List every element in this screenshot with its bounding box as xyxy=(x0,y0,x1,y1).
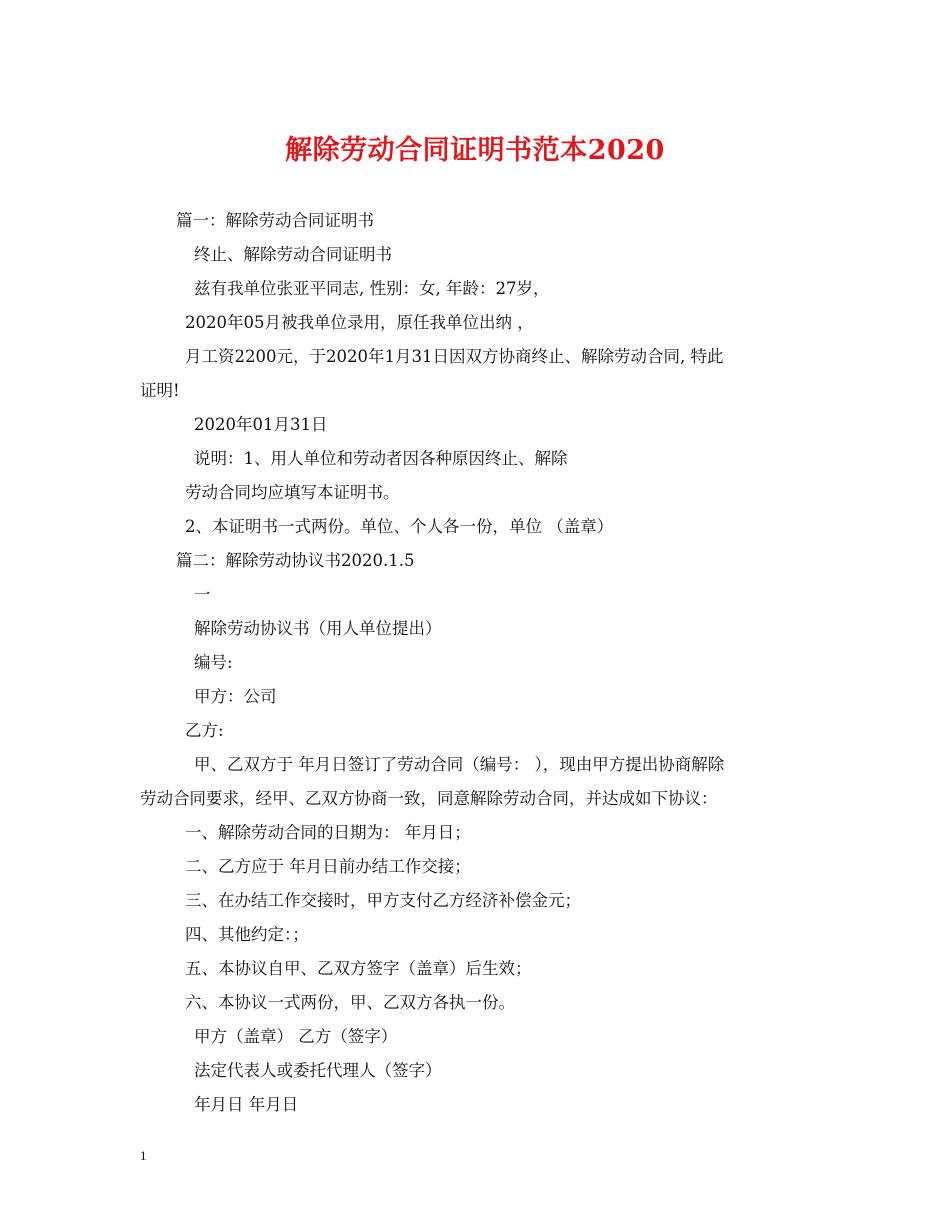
paragraph-line: 月工资2200元，于2020年1月31日因双方协商终止、解除劳动合同, 特此 xyxy=(185,347,724,366)
party-b-line: 乙方: xyxy=(185,721,224,740)
number-field-label: 编号: xyxy=(194,653,233,672)
signature-date-line: 年月日 年月日 xyxy=(194,1095,299,1114)
clause-line: 四、其他约定：； xyxy=(185,925,309,944)
clause-line: 五、本协议自甲、乙双方签字（盖章）后生效； xyxy=(185,959,532,978)
clause-line: 二、乙方应于 年月日前办结工作交接； xyxy=(185,857,471,876)
date-line: 2020年01月31日 xyxy=(194,415,328,434)
note-line: 说明：1、用人单位和劳动者因各种原因终止、解除 xyxy=(194,449,568,468)
paragraph-line: 2020年05月被我单位录用，原任我单位出纳 ， xyxy=(185,313,534,332)
signature-line: 甲方（盖章） 乙方（签字） xyxy=(194,1027,398,1046)
party-a-line: 甲方：公司 xyxy=(194,687,277,706)
note-line: 劳动合同均应填写本证明书。 xyxy=(185,483,400,502)
signature-line: 法定代表人或委托代理人（签字） xyxy=(194,1061,442,1080)
paragraph-line: 兹有我单位张亚平同志, 性别：女, 年龄：27岁， xyxy=(194,279,550,298)
paragraph-line: 劳动合同要求，经甲、乙双方协商一致，同意解除劳动合同，并达成如下协议： xyxy=(140,789,718,808)
document-title: 解除劳动合同证明书范本2020 xyxy=(285,135,665,166)
note-line: 2、本证明书一式两份。单位、个人各一份，单位 （盖章） xyxy=(185,517,614,536)
clause-line: 三、在办结工作交接时，甲方支付乙方经济补偿金元； xyxy=(185,891,581,910)
page-number: 1 xyxy=(140,1148,147,1163)
section-heading-1: 篇一：解除劳动合同证明书 xyxy=(176,211,374,230)
paragraph-line: 一 xyxy=(194,585,211,604)
section-heading-2: 篇二：解除劳动协议书2020.1.5 xyxy=(176,551,415,570)
paragraph-line: 甲、乙双方于 年月日签订了劳动合同（编号： ），现由甲方提出协商解除 xyxy=(194,755,725,774)
paragraph-line: 证明! xyxy=(140,381,180,400)
certificate-heading: 终止、解除劳动合同证明书 xyxy=(194,245,392,264)
agreement-heading: 解除劳动协议书（用人单位提出） xyxy=(194,619,442,638)
clause-line: 一、解除劳动合同的日期为： 年月日； xyxy=(185,823,471,842)
clause-line: 六、本协议一式两份，甲、乙双方各执一份。 xyxy=(185,993,515,1012)
